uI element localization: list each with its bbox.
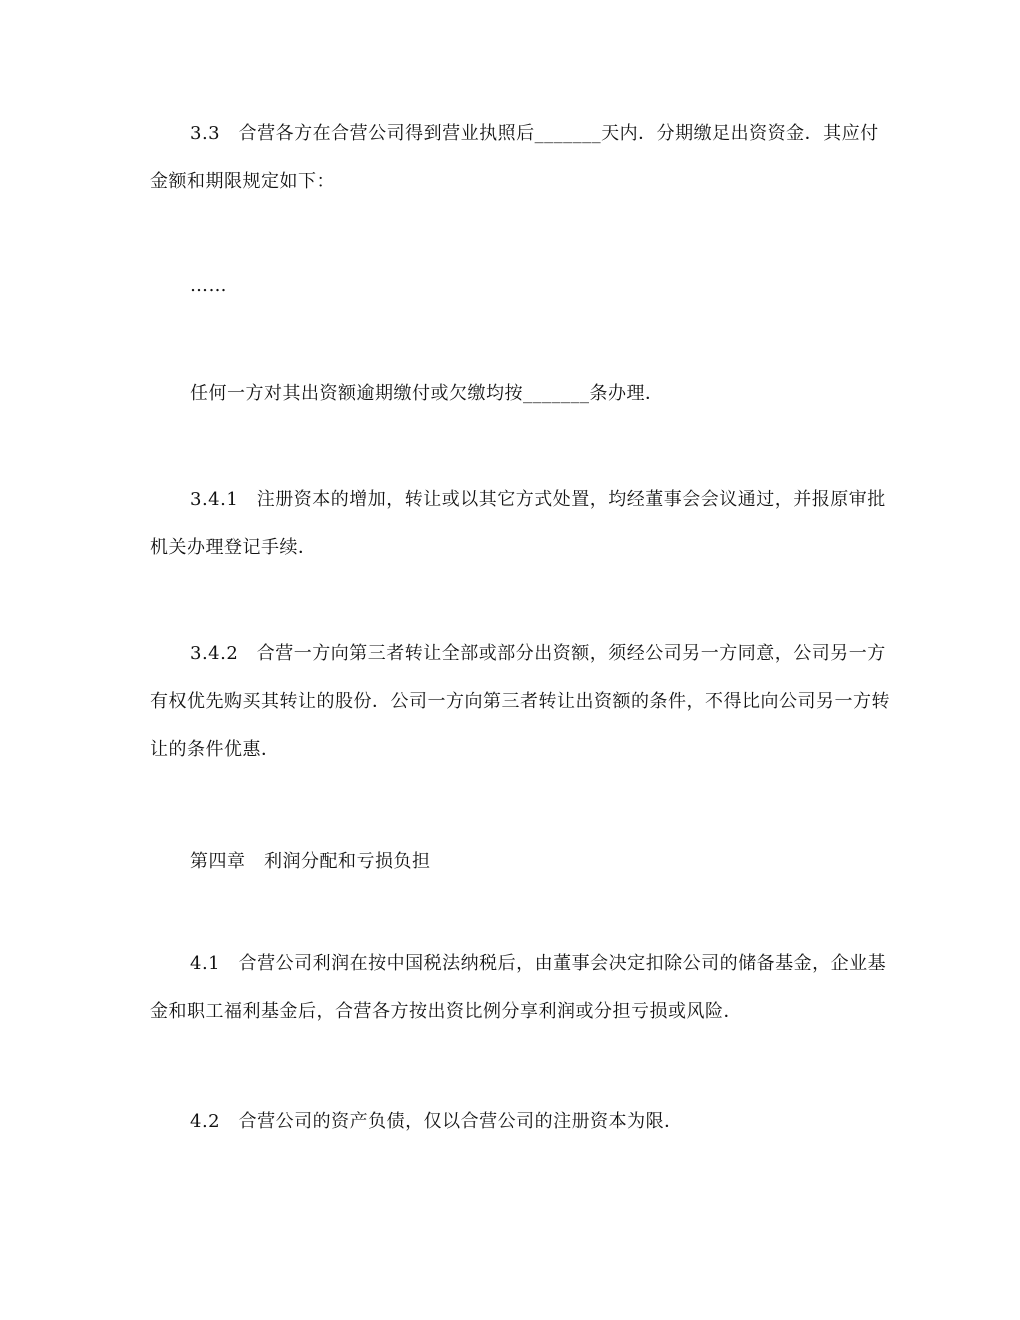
clause-4-1-paragraph: 4.1 合营公司利润在按中国税法纳税后，由董事会决定扣除公司的储备基金，企业基金和职工福利基金后，合营各方按出资比例分享利润或分担亏损或风险． bbox=[150, 953, 887, 1022]
ellipsis-paragraph: …… bbox=[190, 275, 227, 296]
chapter-4-heading: 第四章 利润分配和亏损负担 bbox=[190, 851, 431, 872]
clause-3-3-paragraph: 3.3 合营各方在合营公司得到营业执照后_______天内．分期缴足出资资金．其应付金额和期限规定如下： bbox=[150, 123, 879, 192]
clause-3-4-1-paragraph: 3.4.1 注册资本的增加，转让或以其它方式处置，均经董事会会议通过，并报原审批机关办理登记手续． bbox=[150, 489, 886, 558]
overdue-payment-paragraph: 任何一方对其出资额逾期缴付或欠缴均按_______条办理． bbox=[190, 383, 664, 404]
clause-3-4-2-paragraph: 3.4.2 合营一方向第三者转让全部或部分出资额，须经公司另一方同意，公司另一方有权优先购买其转让的股份．公司一方向第三者转让出资额的条件，不得比向公司另一方转让的条件优惠． bbox=[150, 643, 890, 760]
clause-4-2-paragraph: 4.2 合营公司的资产负债，仅以合营公司的注册资本为限． bbox=[190, 1111, 683, 1132]
